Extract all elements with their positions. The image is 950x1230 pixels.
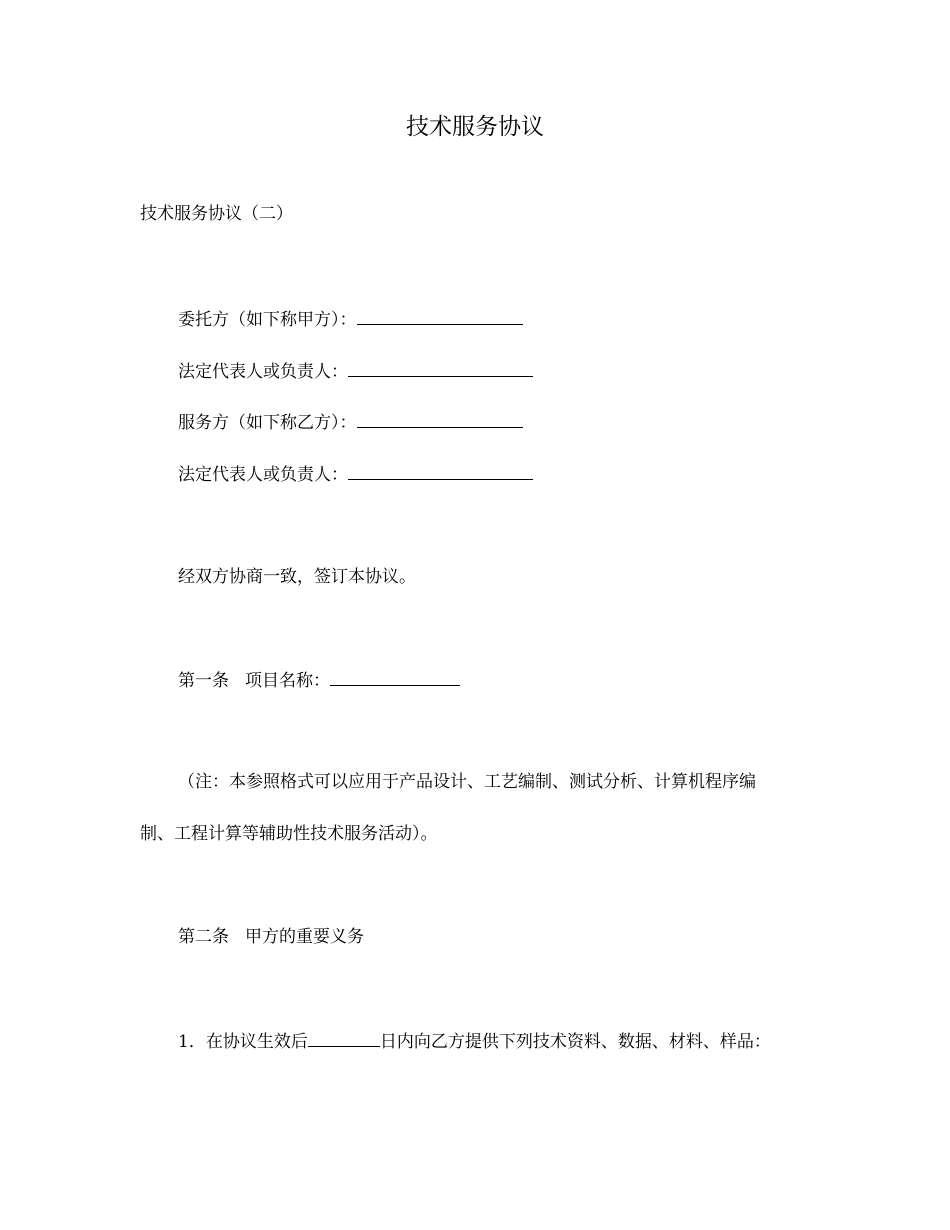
- item1-number: 1．: [178, 1032, 206, 1052]
- note-line1: （注：本参照格式可以应用于产品设计、工艺编制、测试分析、计算机程序编: [178, 772, 756, 792]
- provider-blank[interactable]: [357, 409, 523, 428]
- agreement-statement: 经双方协商一致，签订本协议。: [178, 567, 416, 587]
- client-line: [178, 306, 523, 332]
- document-title: 技术服务协议: [406, 114, 544, 140]
- provider-line: [178, 409, 523, 435]
- client-rep-line: [178, 358, 533, 384]
- article2-text: 甲方的重要义务: [245, 927, 364, 947]
- client-rep-label: 法定代表人或负责人：: [178, 362, 348, 382]
- article1-line: [178, 667, 460, 693]
- item1-suffix: 日内向乙方提供下列技术资料、数据、材料、样品：: [379, 1032, 771, 1052]
- note-line2: 制、工程计算等辅助性技术服务活动）。: [140, 824, 438, 844]
- document-subtitle: 技术服务协议（二）: [140, 204, 293, 224]
- client-label: 委托方（如下称甲方）：: [178, 310, 357, 330]
- provider-label: 服务方（如下称乙方）：: [178, 413, 357, 433]
- client-blank[interactable]: [357, 306, 523, 325]
- article2-heading: 第二条: [178, 927, 229, 947]
- article2-line: [178, 925, 364, 949]
- item1-line: [178, 1028, 771, 1054]
- article1-heading: 第一条: [178, 671, 229, 691]
- project-name-blank[interactable]: [330, 667, 460, 686]
- client-rep-blank[interactable]: [348, 358, 533, 377]
- article1-label: 项目名称：: [245, 671, 330, 691]
- item1-prefix: 在协议生效后: [205, 1032, 308, 1052]
- provider-rep-blank[interactable]: [348, 461, 533, 480]
- provider-rep-label: 法定代表人或负责人：: [178, 465, 348, 485]
- provider-rep-line: [178, 461, 533, 487]
- days-blank[interactable]: [308, 1028, 380, 1047]
